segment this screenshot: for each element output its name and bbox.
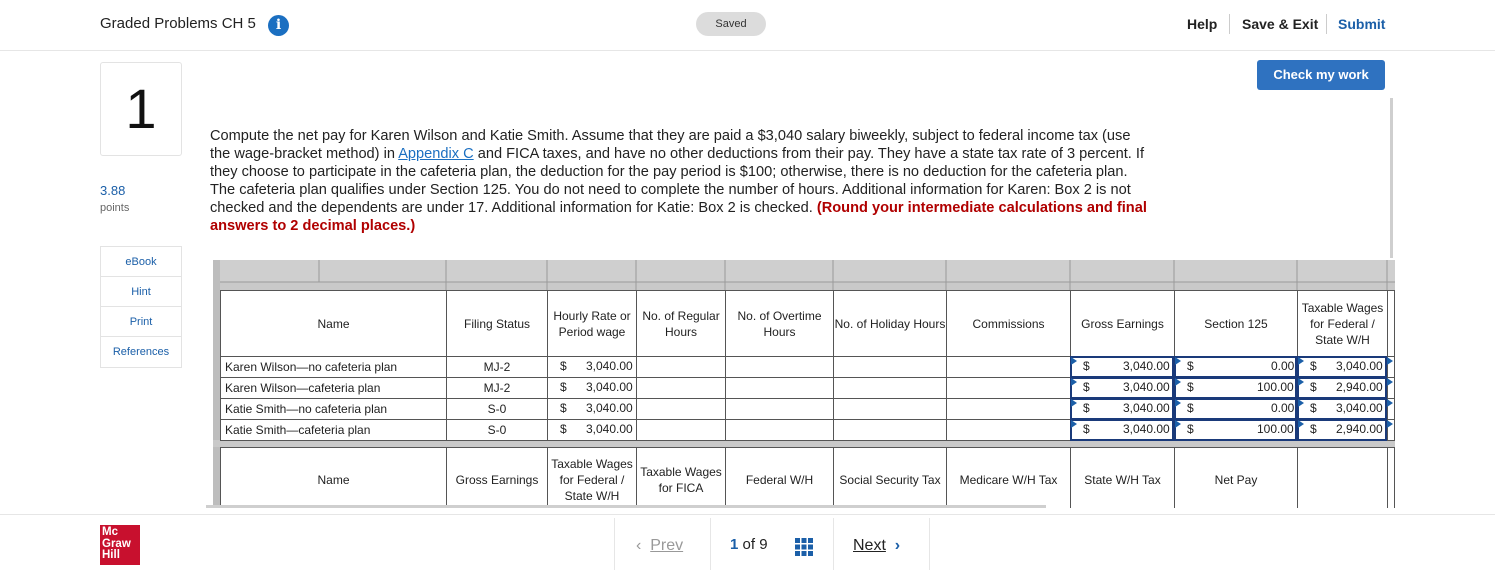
ebook-link[interactable]: eBook: [101, 247, 181, 277]
grid-icon[interactable]: [795, 538, 813, 556]
row-name: Karen Wilson—no cafeteria plan: [225, 360, 398, 374]
points-label: points: [100, 202, 130, 214]
top-bar: [0, 0, 1495, 51]
taxable-wages-input[interactable]: 3,040.00: [1336, 359, 1383, 373]
question-number-box: [100, 62, 182, 156]
taxable-wages-input[interactable]: 2,940.00: [1336, 380, 1383, 394]
save-exit-link[interactable]: Save & Exit: [1242, 16, 1319, 32]
col-header-section-125: Section 125: [1204, 316, 1268, 331]
row-filing-status: MJ-2: [483, 360, 511, 374]
currency-symbol: $: [1187, 422, 1194, 436]
row-rate: 3,040.00: [586, 401, 633, 415]
prev-button[interactable]: [636, 537, 683, 555]
col2-header-taxable-fica: Taxable Wages for FICA: [640, 465, 722, 495]
help-link[interactable]: Help: [1187, 16, 1218, 32]
prev-label: Prev: [650, 537, 684, 554]
submit-link[interactable]: Submit: [1338, 16, 1386, 32]
horizontal-scrollbar[interactable]: [206, 505, 1046, 508]
gross-earnings-input[interactable]: 3,040.00: [1123, 422, 1170, 436]
mcgraw-hill-logo: Mc Graw Hill: [100, 525, 140, 565]
currency-symbol: $: [1310, 422, 1317, 436]
chevron-left-icon: ‹: [636, 537, 642, 554]
row-filing-status: S-0: [487, 402, 507, 416]
currency-symbol: $: [560, 359, 567, 373]
section-125-input[interactable]: 0.00: [1271, 401, 1295, 415]
page-indicator: [730, 536, 768, 553]
currency-symbol: $: [1083, 401, 1090, 415]
taxable-wages-input[interactable]: 2,940.00: [1336, 422, 1383, 436]
col-header-overtime-hours: No. of Overtime Hours: [737, 308, 822, 339]
question-text-part1: Compute the net pay for Karen Wilson and Katie Smith. Assume that they are paid a $3,040 salary biweekly, subject to federal income tax (use the wage-bracket method) in: [210, 128, 1131, 163]
next-button[interactable]: [853, 537, 900, 555]
row-rate: 3,040.00: [586, 422, 633, 436]
points-value: 3.88: [100, 183, 126, 198]
current-page: 1: [730, 536, 739, 553]
question-tools: [100, 246, 182, 368]
col-header-holiday-hours: No. of Holiday Hours: [834, 316, 946, 331]
question-number: 1: [125, 77, 157, 140]
col2-header-federal-wh: Federal W/H: [745, 473, 814, 487]
saved-status-badge: Saved: [696, 12, 766, 36]
col-header-regular-hours: No. of Regular Hours: [642, 308, 720, 339]
currency-symbol: $: [1310, 401, 1317, 415]
section-125-input[interactable]: 100.00: [1257, 422, 1294, 436]
currency-symbol: $: [560, 422, 567, 436]
currency-symbol: $: [1310, 380, 1317, 394]
divider: [1326, 14, 1327, 34]
row-name: Katie Smith—cafeteria plan: [225, 423, 371, 437]
currency-symbol: $: [1083, 422, 1090, 436]
vertical-scrollbar[interactable]: [1390, 98, 1393, 258]
references-link[interactable]: References: [112, 346, 170, 358]
col-header-gross-earnings: Gross Earnings: [1081, 316, 1164, 331]
currency-symbol: $: [1083, 380, 1090, 394]
col2-header-net-pay: Net Pay: [1214, 473, 1258, 487]
hint-link[interactable]: Hint: [101, 277, 181, 307]
gross-earnings-input[interactable]: 3,040.00: [1123, 401, 1170, 415]
info-icon[interactable]: i: [268, 15, 289, 36]
section-125-input[interactable]: 0.00: [1271, 359, 1295, 373]
currency-symbol: $: [1187, 401, 1194, 415]
row-filing-status: MJ-2: [483, 381, 511, 395]
currency-symbol: $: [1083, 359, 1090, 373]
currency-symbol: $: [560, 380, 567, 394]
row-name: Karen Wilson—cafeteria plan: [225, 381, 381, 395]
next-label: Next: [853, 537, 886, 554]
col2-header-state-wh: State W/H Tax: [1084, 473, 1161, 487]
col2-header-social-security: Social Security Tax: [839, 473, 941, 487]
currency-symbol: $: [560, 401, 567, 415]
appendix-c-link[interactable]: Appendix C: [398, 146, 474, 163]
assignment-title: Graded Problems CH 5: [100, 15, 256, 32]
gross-earnings-input[interactable]: 3,040.00: [1123, 359, 1170, 373]
row-filing-status: S-0: [487, 423, 507, 437]
row-rate: 3,040.00: [586, 380, 633, 394]
row-name: Katie Smith—no cafeteria plan: [225, 402, 388, 416]
chevron-right-icon: ›: [894, 537, 901, 554]
currency-symbol: $: [1187, 380, 1194, 394]
col2-header-name: Name: [317, 473, 350, 487]
payroll-worksheet: [213, 260, 1395, 508]
currency-symbol: $: [1310, 359, 1317, 373]
currency-symbol: $: [1187, 359, 1194, 373]
section-125-input[interactable]: 100.00: [1257, 380, 1294, 394]
col2-header-gross-earnings: Gross Earnings: [455, 473, 539, 487]
col-header-hourly-rate: Hourly Rate or Period wage: [553, 308, 631, 339]
col-header-name: Name: [317, 316, 350, 331]
taxable-wages-input[interactable]: 3,040.00: [1336, 401, 1383, 415]
print-link[interactable]: Print: [101, 307, 181, 337]
divider: [1229, 14, 1230, 34]
question-text-part2: and FICA taxes, and have no other deductions from their pay. They have a state tax rate of 3 percent. If they choose to participate in the cafeteria plan, the deduction for the pay period is $100; otherwise, there is no deduction for the cafeteria plan. The cafeteria plan qualifies under Section 125. You do not need to complete the number of hours. Additional information for Karen: Box 2 is not checked and the dependents are under 17. Additional information for Katie: Box 2 is checked.: [210, 146, 1145, 217]
check-my-work-button[interactable]: Check my work: [1257, 60, 1385, 90]
col-header-commissions: Commissions: [972, 316, 1045, 331]
row-rate: 3,040.00: [586, 359, 633, 373]
question-text: [210, 127, 1150, 236]
col2-header-taxable-federal: Taxable Wages for Federal / State W/H: [551, 457, 633, 503]
col-header-taxable-wages-federal: Taxable Wages for Federal / State W/H: [1301, 300, 1384, 347]
gross-earnings-input[interactable]: 3,040.00: [1123, 380, 1170, 394]
rounding-instruction: (Round your intermediate calculations and final answers to 2 decimal places.): [210, 200, 1147, 235]
total-pages: 9: [759, 536, 768, 553]
of-label: of: [742, 536, 756, 553]
col2-header-medicare: Medicare W/H Tax: [959, 473, 1058, 487]
col-header-filing-status: Filing Status: [463, 316, 531, 331]
